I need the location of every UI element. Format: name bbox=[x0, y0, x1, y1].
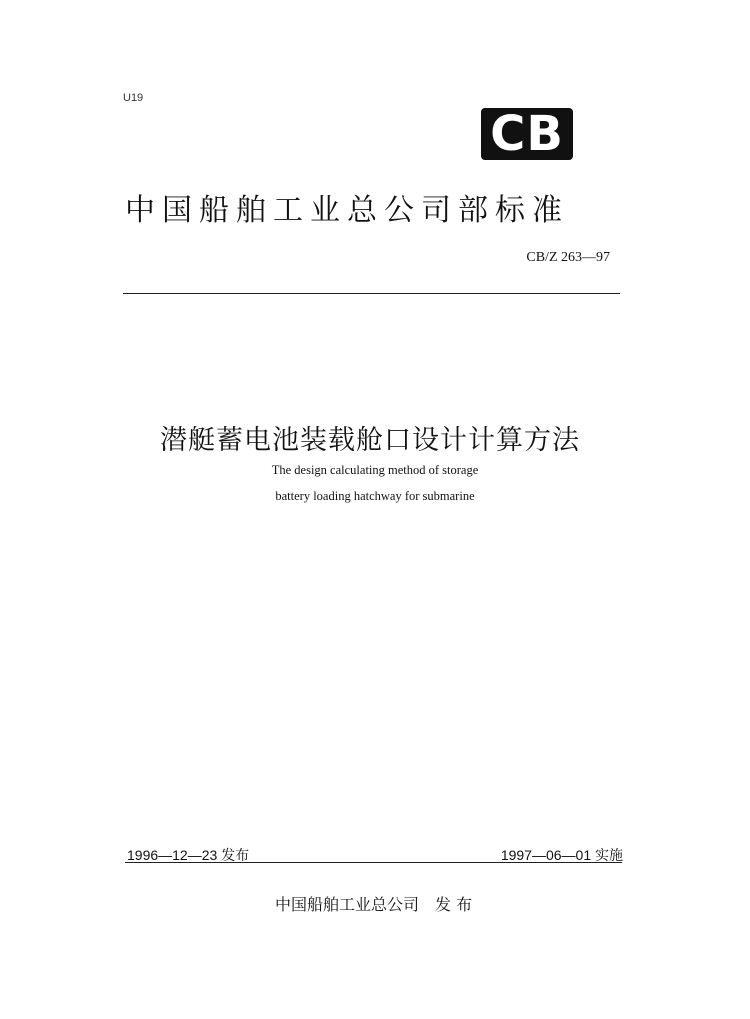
organization-title: 中国船舶工业总公司部标准 bbox=[125, 193, 569, 228]
publisher-action: 发 布 bbox=[435, 895, 473, 914]
document-title-zh: 潜艇蓄电池装载舱口设计计算方法 bbox=[160, 425, 580, 456]
standard-number: CB/Z 263—97 bbox=[526, 250, 610, 265]
effective-date: 1997—06—01 实施 bbox=[500, 847, 623, 863]
cb-logo: CB bbox=[481, 108, 573, 160]
classification-code: U19 bbox=[123, 92, 144, 104]
document-title-en-line2: battery loading hatchway for submarine bbox=[275, 489, 475, 503]
publisher-line bbox=[275, 892, 472, 915]
document-title-en-line1: The design calculating method of storage bbox=[271, 463, 479, 477]
header-divider bbox=[123, 293, 620, 294]
footer-divider bbox=[125, 862, 622, 863]
publisher-name: 中国船舶工业总公司 bbox=[275, 895, 420, 914]
issue-date: 1996—12—23 发布 bbox=[127, 847, 250, 863]
